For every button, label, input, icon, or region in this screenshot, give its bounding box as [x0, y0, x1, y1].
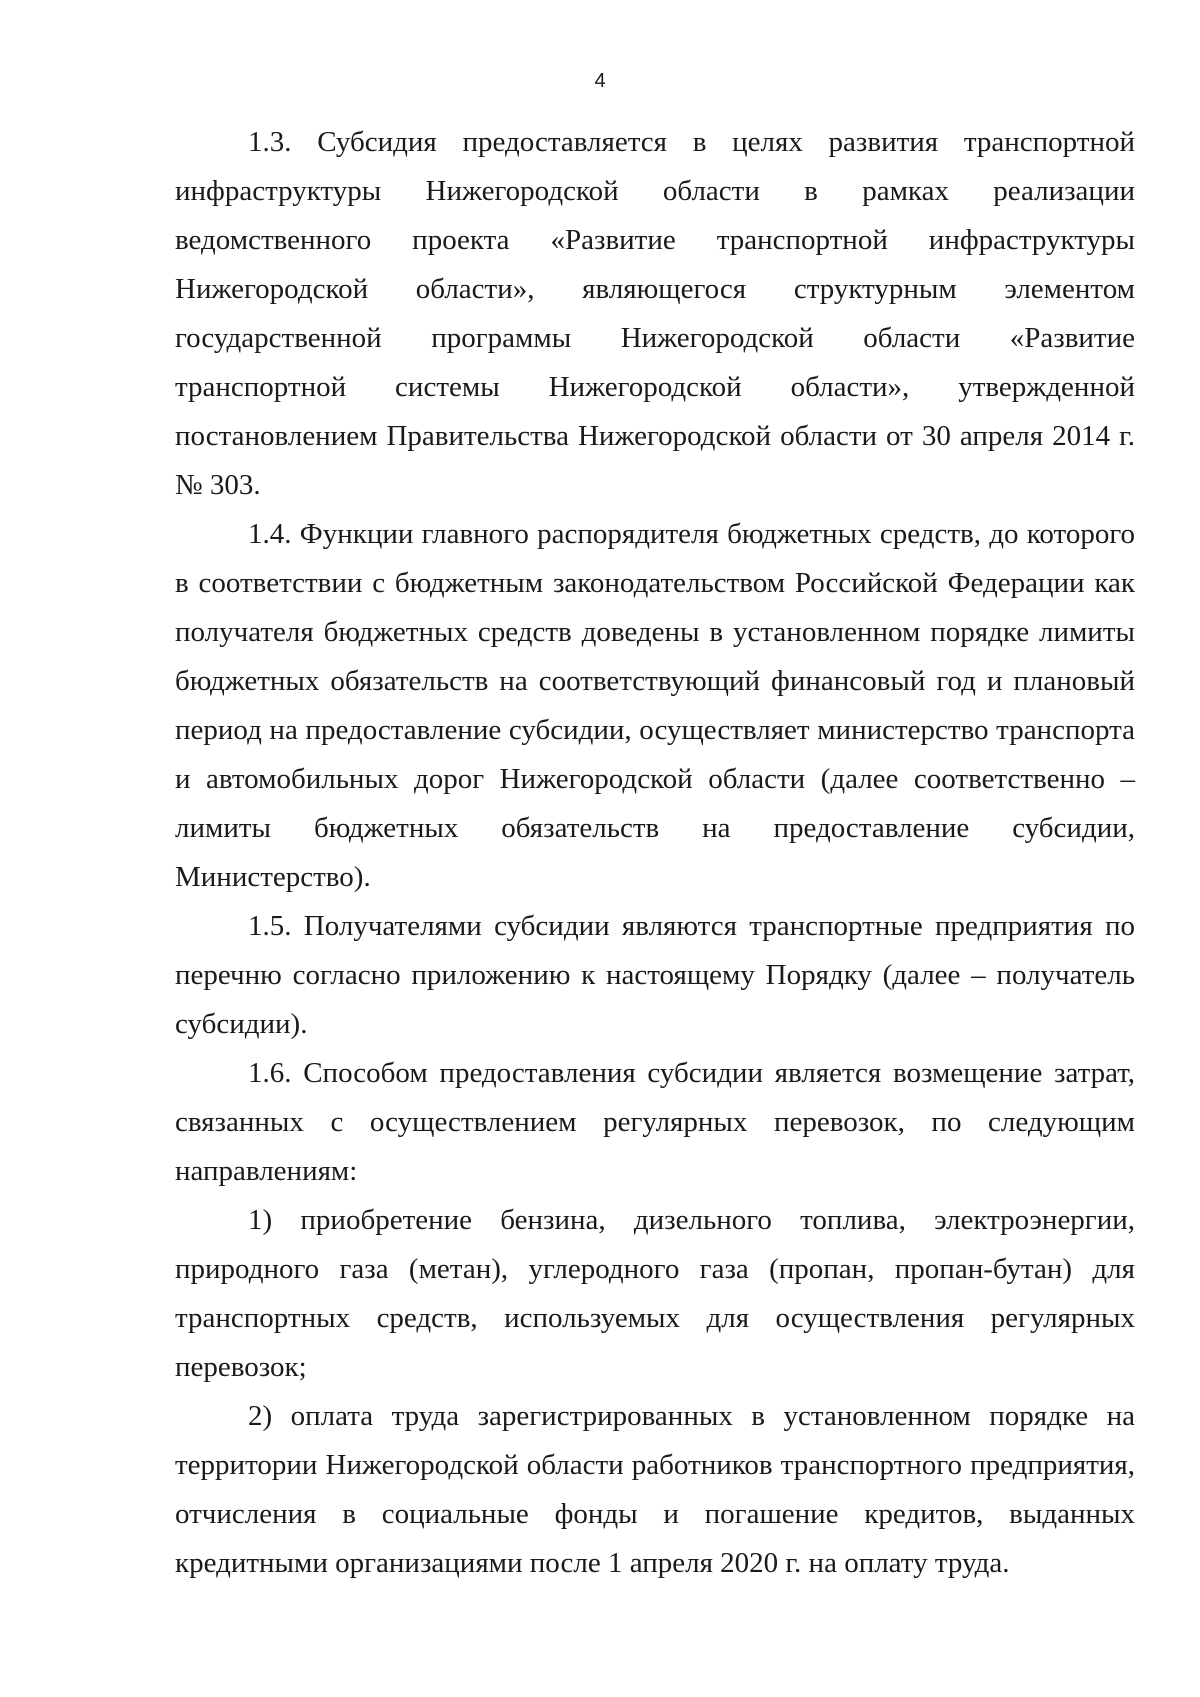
paragraph-1-3: 1.3. Субсидия предоставляется в целях развития транспортной инфраструктуры Нижегородской области в рамках реализации ведомственного проекта «Развитие транспортной инфраструктуры Нижегородской области», являющегося структурным элементом государственной программы Нижегородской области «Развитие транспортной системы Нижегородской области», утвержденной постановлением Правительства Нижегородской области от 30 апреля 2014 г. № 303. [175, 126, 1135, 501]
list-item-2: 2) оплата труда зарегистрированных в установленном порядке на территории Нижегородской области работников транспортного предприятия, отчисления в социальные фонды и погашение кредитов, выданных кредитными организациями после 1 апреля 2020 г. на оплату труда. [175, 1400, 1135, 1579]
paragraph-1-5: 1.5. Получателями субсидии являются транспортные предприятия по перечню согласно приложению к настоящему Порядку (далее – получатель субсидии). [175, 910, 1135, 1040]
list-item-1: 1) приобретение бензина, дизельного топлива, электроэнергии, природного газа (метан), углеродного газа (пропан, пропан-бутан) для транспортных средств, используемых для осуществления регулярных перевозок; [175, 1204, 1135, 1383]
document-body [175, 118, 1135, 1588]
paragraph-1-4: 1.4. Функции главного распорядителя бюджетных средств, до которого в соответствии с бюджетным законодательством Российской Федерации как получателя бюджетных средств доведены в установленном порядке лимиты бюджетных обязательств на соответствующий финансовый год и плановый период на предоставление субсидии, осуществляет министерство транспорта и автомобильных дорог Нижегородской области (далее соответственно – лимиты бюджетных обязательств на предоставление субсидии, Министерство). [175, 518, 1135, 893]
page-number: 4 [594, 70, 606, 92]
paragraph-1-6: 1.6. Способом предоставления субсидии является возмещение затрат, связанных с осуществлением регулярных перевозок, по следующим направлениям: [175, 1057, 1135, 1187]
